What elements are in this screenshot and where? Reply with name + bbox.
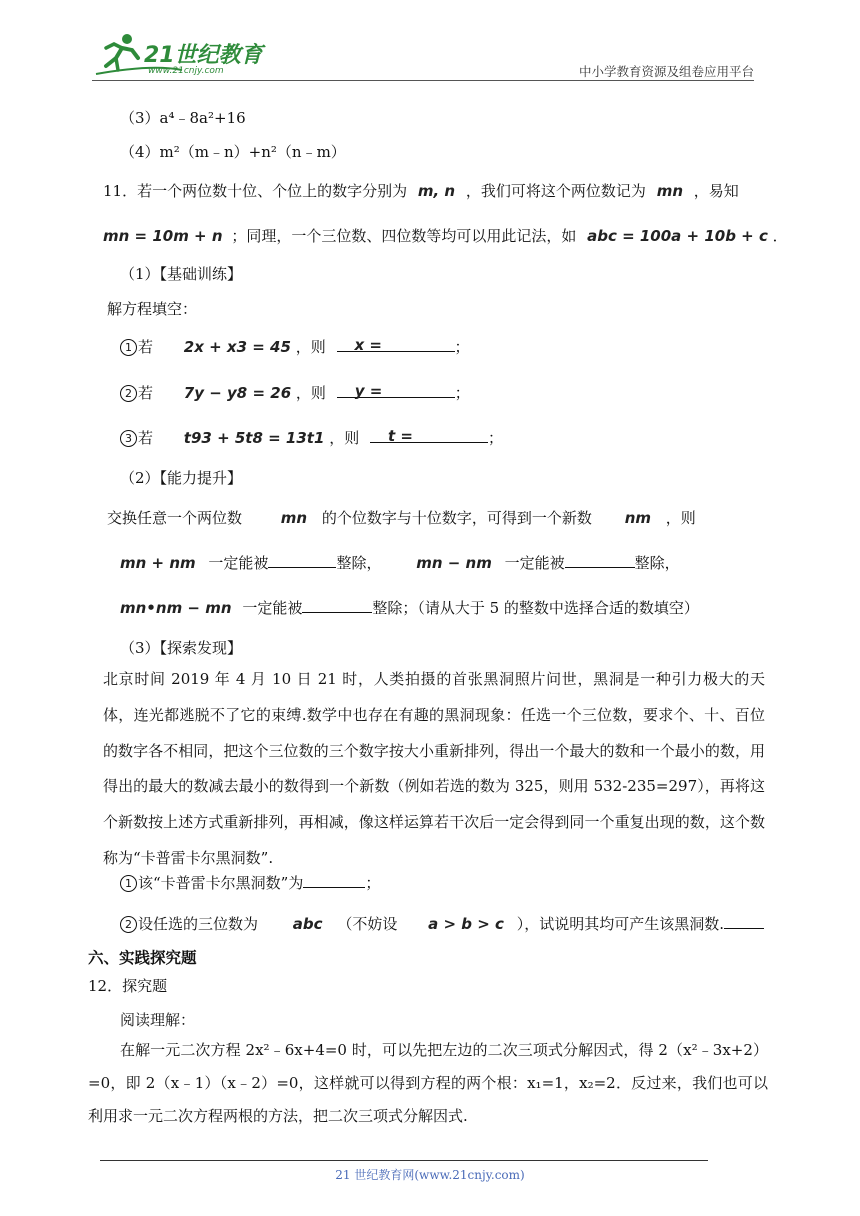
answer-var: y = xyxy=(354,382,383,400)
circled-number: 2 xyxy=(120,385,137,402)
part2-title: （2）【能力提升】 xyxy=(120,469,243,487)
answer-blank[interactable] xyxy=(337,337,455,352)
part1-title: （1）【基础训练】 xyxy=(120,265,243,283)
math-mn: mn xyxy=(656,182,683,200)
part2-text: 的个位数字与十位数字，可得到一个新数 xyxy=(321,509,592,527)
eq-prefix: 若 xyxy=(138,384,154,402)
math-equation: 2x + x3 = 45 xyxy=(183,338,291,356)
circled-number: 2 xyxy=(120,916,137,933)
footer-divider xyxy=(100,1160,708,1161)
math-nm: nm xyxy=(624,509,651,527)
q11-line2 xyxy=(103,225,788,246)
answer-var: x = xyxy=(354,336,382,354)
math-sum: mn + nm xyxy=(120,554,196,572)
q11-text: 11．若一个两位数十位、个位上的数字分别为 xyxy=(103,182,408,200)
footer-text: 21 世纪教育网(www.21cnjy.com) xyxy=(335,1168,525,1182)
circled-number: 3 xyxy=(120,430,137,447)
part1-intro: 解方程填空： xyxy=(107,300,198,318)
part2-text: ，则 xyxy=(665,509,696,527)
semicolon: ； xyxy=(365,874,381,892)
eq-then: ，则 xyxy=(295,384,326,402)
part2-text: 整除， xyxy=(336,554,382,572)
answer-blank[interactable] xyxy=(724,914,764,929)
q12-paragraph: 在解一元二次方程 2x²﹣6x+4=0 时，可以先把左边的二次三项式分解因式，得 2（x²﹣3x+2）=0，即 2（x﹣1）（x﹣2）=0，这样就可以得到方程的两个根：x₁=1，x₂=2．反过来，我们也可以利用求一元二次方程两根的方法，把二次三项式分解因式. xyxy=(88,1041,768,1125)
part2-text: 交换任意一个两位数 xyxy=(107,509,243,527)
section-title: 六、实践探究题 xyxy=(88,949,197,967)
answer-blank[interactable] xyxy=(268,553,336,568)
q11-text: ，易知 xyxy=(693,182,739,200)
part3-paragraph: 北京时间 2019 年 4 月 10 日 21 时，人类拍摄的首张黑洞照片问世，黑洞是一种引力极大的天体，连光都逃脱不了它的束缚.数学中也存在有趣的黑洞现象：任选一个三位数，要求个、十、百位的数字各不相同，把这个三位数的三个数字按大小重新排列，得出一个最大的数和一个最小的数，用得出的最大的数减去最小的数得到一个新数（例如若选的数为 325，则用 532-235=297），再将这个新数按上述方式重新排列，再相减，像这样运算若干次后一定会得到同一个重复出现的数，这个数称为“卡普雷卡尔黑洞数”. xyxy=(103,670,765,867)
equation-1 xyxy=(120,336,470,357)
item-4: （4）m²（m﹣n）+n²（n﹣m） xyxy=(120,143,346,161)
semicolon: ； xyxy=(454,338,470,356)
header-divider xyxy=(92,80,754,81)
math-equation: 7y − y8 = 26 xyxy=(183,384,292,402)
logo-text: 21世纪教育 xyxy=(144,43,263,68)
equation-2 xyxy=(120,382,470,403)
math-inequality: a > b > c xyxy=(428,915,504,933)
part2-line3 xyxy=(120,597,699,618)
part3-q1 xyxy=(120,872,380,893)
logo-url: www.21cnjy.com xyxy=(148,66,224,76)
math-mn-pair: m, n xyxy=(417,182,456,200)
answer-blank[interactable] xyxy=(337,383,455,398)
header-platform-text: 中小学教育资源及组卷应用平台 xyxy=(578,64,754,79)
math-abc-expansion: abc = 100a + 10b + c xyxy=(587,227,768,245)
q11-text: ，我们可将这个两位数记为 xyxy=(465,182,646,200)
read-label: 阅读理解： xyxy=(120,1011,196,1029)
eq-then: ，则 xyxy=(329,429,360,447)
answer-var: t = xyxy=(387,427,413,445)
part2-text: 一定能被 xyxy=(208,554,269,572)
circled-number: 1 xyxy=(120,339,137,356)
eq-prefix: 若 xyxy=(138,338,154,356)
item-3: （3）a⁴﹣8a²+16 xyxy=(120,109,246,127)
part2-line1 xyxy=(107,507,696,528)
part3-q2 xyxy=(120,913,764,934)
q11-line1 xyxy=(103,180,739,201)
circled-number: 1 xyxy=(120,875,137,892)
q12-title: 12．探究题 xyxy=(88,977,168,995)
answer-blank[interactable] xyxy=(302,598,372,613)
part2-text: 整除；（请从大于 5 的整数中选择合适的数填空） xyxy=(372,599,699,617)
math-abc: abc xyxy=(292,915,323,933)
part2-text: 整除， xyxy=(634,554,680,572)
math-difference: mn − nm xyxy=(416,554,492,572)
math-product-diff: mn•nm − mn xyxy=(120,599,232,617)
part3-q2-text: ），试说明其均可产生该黑洞数. xyxy=(516,915,724,933)
answer-blank[interactable] xyxy=(303,873,365,888)
semicolon: ； xyxy=(454,384,470,402)
part2-text: 一定能被 xyxy=(504,554,565,572)
answer-blank[interactable] xyxy=(370,428,488,443)
part2-text: 一定能被 xyxy=(242,599,303,617)
math-mn-expansion: mn = 10m + n xyxy=(103,227,223,245)
semicolon: ； xyxy=(487,429,503,447)
part3-q1-text: 该“卡普雷卡尔黑洞数”为 xyxy=(138,874,304,892)
eq-then: ，则 xyxy=(295,338,326,356)
answer-blank[interactable] xyxy=(565,553,635,568)
eq-prefix: 若 xyxy=(138,429,154,447)
q11-text: ． xyxy=(772,227,788,245)
math-mn: mn xyxy=(280,509,308,527)
part3-q2-text: （不妨设 xyxy=(337,915,398,933)
q11-text: ；同理，一个三位数、四位数等均可以用此记法，如 xyxy=(231,227,577,245)
part2-line2 xyxy=(120,552,680,573)
math-equation: t93 + 5t8 = 13t1 xyxy=(183,429,325,447)
part3-q2-text: 设任选的三位数为 xyxy=(138,915,259,933)
equation-3 xyxy=(120,427,503,448)
site-logo xyxy=(92,30,262,80)
part3-title: （3）【探索发现】 xyxy=(120,639,243,657)
